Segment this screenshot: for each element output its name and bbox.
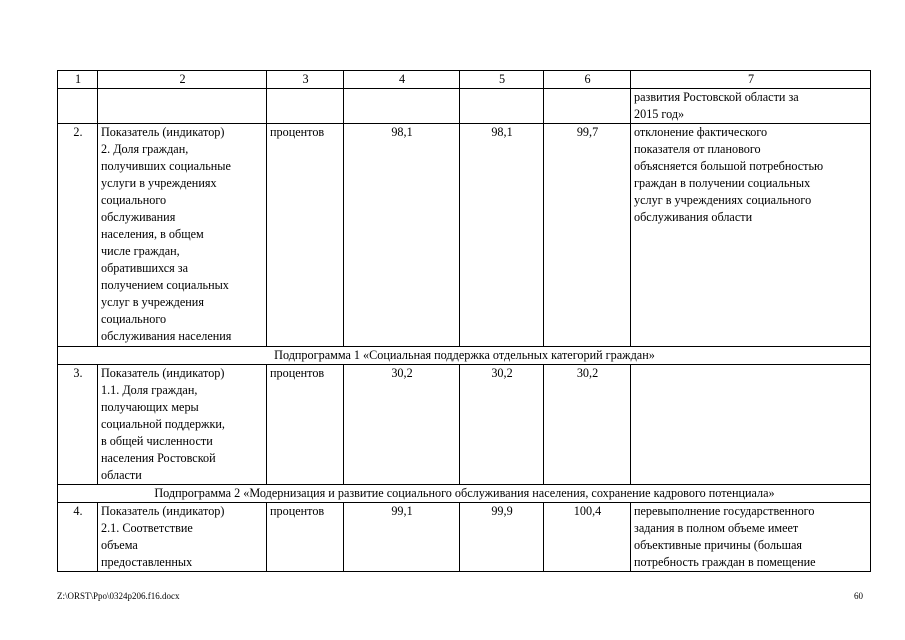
cell-empty [344,89,460,124]
value-col5: 98,1 [460,124,544,347]
subprogram-row [58,485,871,503]
row-number: 3. [58,365,98,485]
subprogram-row [58,347,871,365]
value-col6: 30,2 [544,365,631,485]
subprogram-title: Подпрограмма 2 «Модернизация и развитие социального обслуживания населения, сохранение кадрового потенциала» [58,485,871,503]
cell-empty [460,89,544,124]
deviation-note: отклонение фактического показателя от планового объясняется большой потребностью граждан в получении социальных услуг в учреждениях социального обслуживания области [631,124,871,347]
col-number-7: 7 [631,71,871,89]
deviation-note: перевыполнение государственного задания в полном объеме имеет объективные причины (большая потребность граждан в помещение [631,503,871,572]
col-number-5: 5 [460,71,544,89]
col-number-1: 1 [58,71,98,89]
value-col4: 98,1 [344,124,460,347]
value-col4: 99,1 [344,503,460,572]
cell-empty [267,89,344,124]
value-col4: 30,2 [344,365,460,485]
continuation-row [58,89,871,124]
value-col5: 99,9 [460,503,544,572]
value-col6: 99,7 [544,124,631,347]
page-number: 60 [854,591,863,601]
col-number-6: 6 [544,71,631,89]
column-number-row [58,71,871,89]
col-number-3: 3 [267,71,344,89]
row-number: 2. [58,124,98,347]
continuation-note: развития Ростовской области за 2015 год» [631,89,871,124]
table-row [58,124,871,347]
indicator-name: Показатель (индикатор) 1.1. Доля граждан, получающих меры социальной поддержки, в общей численности населения Ростовской области [98,365,267,485]
table-row [58,365,871,485]
cell-empty [58,89,98,124]
value-col5: 30,2 [460,365,544,485]
indicator-name: Показатель (индикатор) 2.1. Соответствие объема предоставленных [98,503,267,572]
table-row [58,503,871,572]
unit: процентов [267,503,344,572]
row-number: 4. [58,503,98,572]
footer-file-path: Z:\ORST\Ppo\0324p206.f16.docx [57,591,180,601]
indicator-table [57,70,871,572]
cell-empty [544,89,631,124]
subprogram-title: Подпрограмма 1 «Социальная поддержка отдельных категорий граждан» [58,347,871,365]
value-col6: 100,4 [544,503,631,572]
unit: процентов [267,124,344,347]
col-number-4: 4 [344,71,460,89]
deviation-note [631,365,871,485]
unit: процентов [267,365,344,485]
indicator-name: Показатель (индикатор) 2. Доля граждан, получивших социальные услуги в учреждениях социального обслуживания населения, в общем числе граждан, обратившихся за получением социальных услуг в учреждения социального обслуживания населения [98,124,267,347]
col-number-2: 2 [98,71,267,89]
cell-empty [98,89,267,124]
